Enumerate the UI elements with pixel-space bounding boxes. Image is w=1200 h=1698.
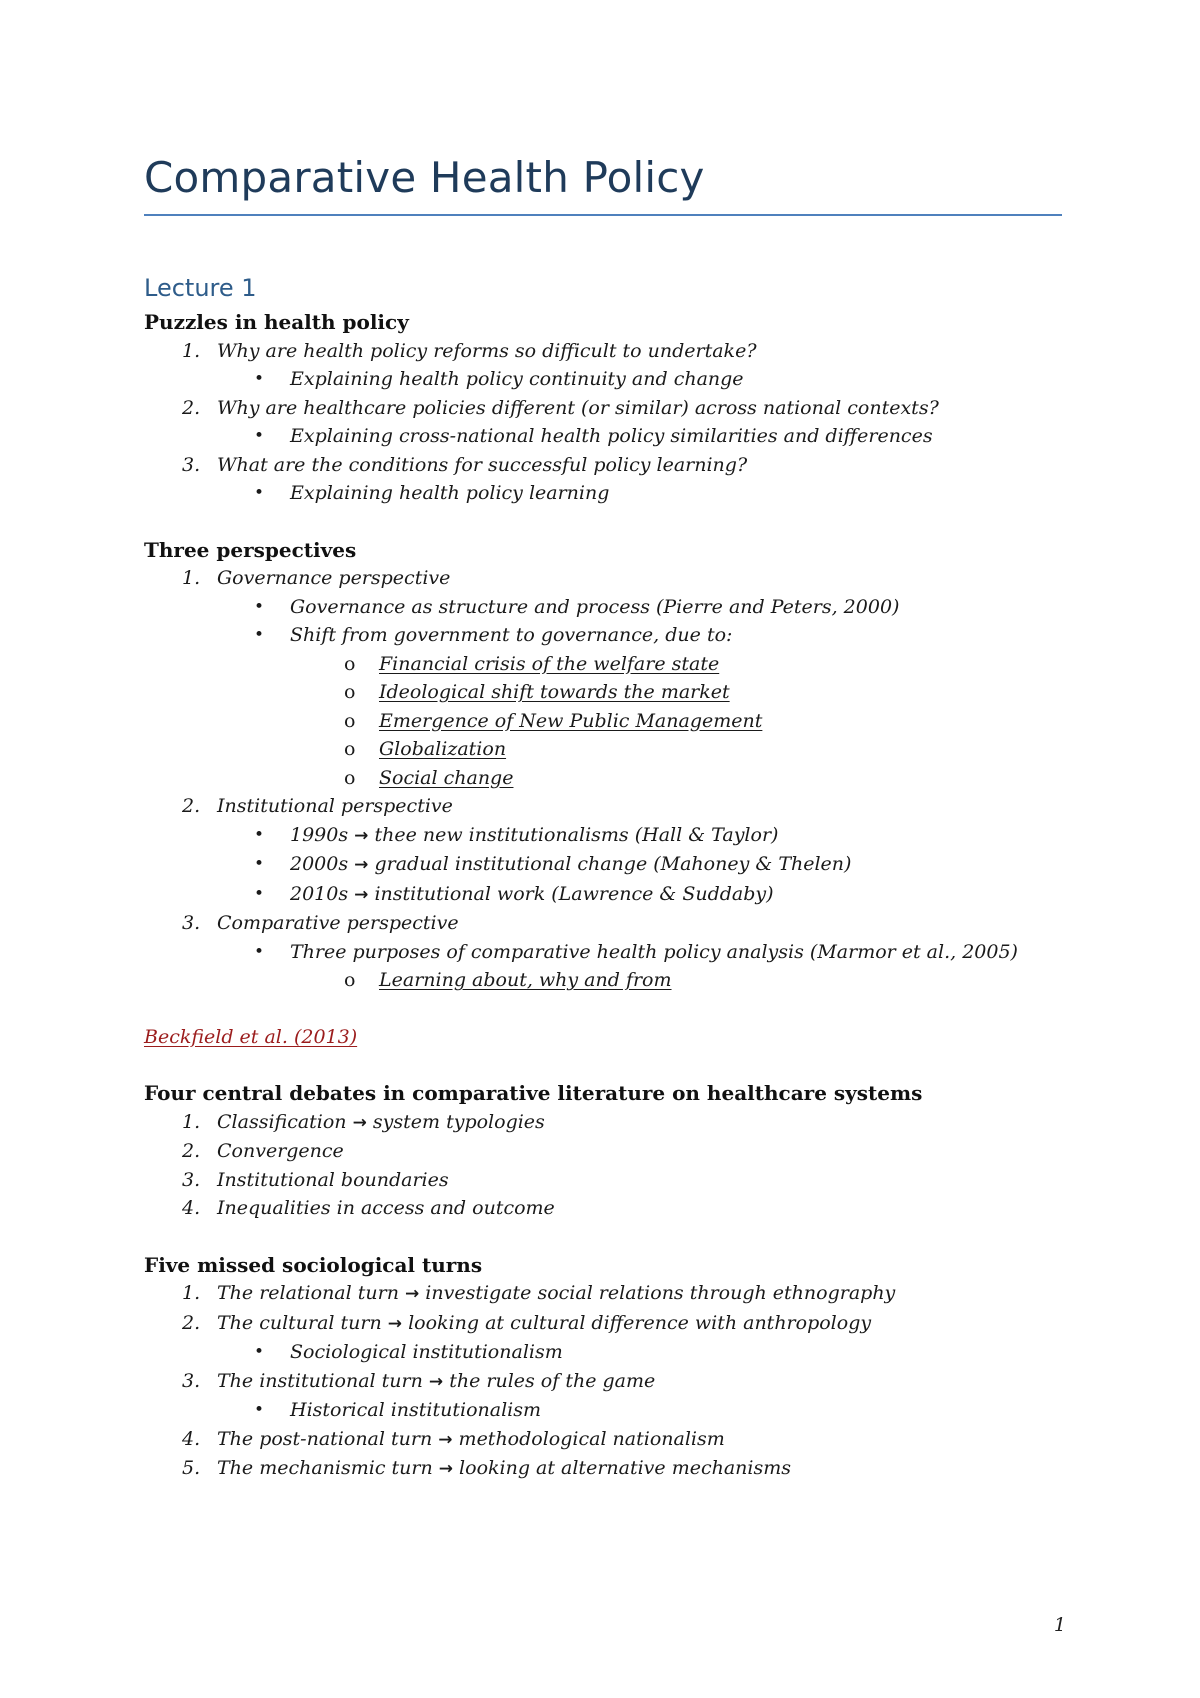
list-item — [144, 1309, 1084, 1339]
circle-bullet-icon: o — [344, 709, 356, 732]
list-item-text: Historical institutionalism — [290, 1399, 541, 1421]
circle-bullet-icon: o — [344, 969, 356, 991]
list-item — [144, 564, 1084, 593]
debates-heading: Four central debates in comparative literature on healthcare systems — [144, 1081, 923, 1105]
list-item — [144, 394, 1084, 423]
list-item — [144, 821, 1084, 851]
spacer — [144, 508, 1084, 536]
list-item-text: thee new institutionalisms (Hall & Taylor) — [374, 823, 779, 846]
list-item — [144, 1454, 1084, 1484]
list-item — [144, 909, 1084, 938]
list-item-text: The post-national turn — [217, 1427, 433, 1450]
bullet-icon: • — [254, 824, 265, 845]
list-number: 2. — [182, 396, 201, 419]
list-item — [144, 764, 1084, 793]
arrow-right-icon: → — [387, 1313, 403, 1334]
list-number: 3. — [182, 453, 201, 476]
bullet-icon: • — [254, 483, 265, 503]
list-number: 1. — [182, 1110, 201, 1133]
document-body — [144, 268, 1084, 1484]
list-item-text: Globalization — [379, 738, 507, 760]
list-item — [144, 966, 1084, 995]
list-item-text: Three purposes of comparative health policy analysis (Marmor et al., 2005) — [290, 940, 1018, 963]
arrow-right-icon: → — [354, 884, 369, 905]
list-item-text: Why are healthcare policies different (or similar) across national contexts? — [217, 396, 939, 419]
circle-bullet-icon: o — [344, 652, 356, 675]
list-item-text: Social change — [379, 766, 514, 789]
bullet-icon: • — [254, 596, 265, 617]
list-item-text: Inequalities in access and outcome — [217, 1197, 555, 1219]
list-item-text: The mechanismic turn — [217, 1457, 433, 1479]
list-item-text: system typologies — [372, 1110, 545, 1133]
list-item — [144, 479, 1084, 508]
list-item-text: 2000s — [290, 853, 349, 875]
list-item — [144, 1367, 1084, 1397]
list-number: 1. — [182, 1282, 201, 1304]
debates-list — [144, 1108, 1084, 1223]
list-item-text: investigate social relations through ethnography — [425, 1282, 896, 1304]
list-item-text: Sociological institutionalism — [290, 1341, 563, 1363]
bullet-icon: • — [254, 625, 265, 645]
bullet-icon: • — [254, 883, 265, 904]
list-item — [144, 365, 1084, 394]
list-item-text: The relational turn — [217, 1282, 399, 1304]
bullet-icon: • — [254, 426, 265, 446]
list-item-text: Comparative perspective — [217, 912, 459, 934]
list-item-text: 1990s — [290, 823, 349, 846]
list-item-text: The cultural turn — [217, 1311, 382, 1334]
list-number: 2. — [182, 1311, 201, 1334]
arrow-right-icon: → — [428, 1371, 444, 1392]
list-item — [144, 792, 1084, 821]
list-item-text: gradual institutional change (Mahoney & Thelen) — [374, 853, 852, 875]
arrow-right-icon: → — [405, 1284, 420, 1304]
arrow-right-icon: → — [438, 1429, 453, 1450]
list-item — [144, 621, 1084, 650]
list-item-text: Convergence — [217, 1140, 344, 1162]
turns-list — [144, 1279, 1084, 1484]
perspectives-list — [144, 564, 1084, 995]
arrow-right-icon: → — [354, 825, 369, 846]
list-number: 5. — [182, 1457, 201, 1479]
list-item-text: Governance perspective — [217, 567, 451, 589]
list-number: 3. — [182, 1369, 201, 1392]
list-item — [144, 593, 1084, 622]
list-item — [144, 938, 1084, 967]
lecture-heading: Lecture 1 — [144, 274, 257, 302]
list-item-text: Explaining cross-national health policy similarities and differences — [290, 425, 933, 447]
circle-bullet-icon: o — [344, 766, 356, 789]
list-item — [144, 850, 1084, 880]
arrow-right-icon: → — [438, 1459, 453, 1479]
list-item-text: Shift from government to governance, due to: — [290, 624, 733, 646]
list-item — [144, 337, 1084, 366]
spacer — [144, 1223, 1084, 1251]
list-item — [144, 422, 1084, 451]
list-item-text: 2010s — [290, 882, 349, 905]
arrow-right-icon: → — [352, 1112, 367, 1133]
title-underline-rule — [144, 214, 1062, 216]
list-item-text: Ideological shift towards the market — [379, 681, 730, 703]
list-item-text: Classification — [217, 1110, 347, 1133]
list-item — [144, 707, 1084, 736]
list-item — [144, 1425, 1084, 1455]
list-item — [144, 1108, 1084, 1138]
list-item — [144, 1396, 1084, 1425]
bullet-icon: • — [254, 941, 265, 962]
list-item — [144, 678, 1084, 707]
document-title: Comparative Health Policy — [144, 153, 705, 202]
list-number: 3. — [182, 912, 201, 934]
list-item-text: institutional work (Lawrence & Suddaby) — [374, 882, 774, 905]
list-item-text: looking at cultural difference with anthropology — [408, 1311, 872, 1334]
page-number: 1 — [1053, 1614, 1066, 1636]
list-number: 4. — [182, 1197, 201, 1219]
perspectives-heading: Three perspectives — [144, 537, 357, 562]
list-item-text: Learning about, why and from — [379, 969, 672, 991]
list-item-text: Institutional perspective — [217, 795, 453, 817]
list-item — [144, 1279, 1084, 1309]
list-number: 1. — [182, 339, 201, 362]
list-item-text: Emergence of New Public Management — [379, 709, 763, 732]
list-item-text: Why are health policy reforms so difficult to undertake? — [217, 339, 757, 362]
list-item-text: methodological nationalism — [458, 1427, 725, 1450]
bullet-icon: • — [254, 1342, 265, 1362]
list-item-text: Explaining health policy continuity and change — [290, 368, 744, 390]
bullet-icon: • — [254, 1400, 265, 1420]
list-item — [144, 451, 1084, 480]
list-number: 2. — [182, 795, 201, 817]
list-item — [144, 1137, 1084, 1166]
list-item — [144, 1166, 1084, 1195]
list-item-text: Explaining health policy learning — [290, 482, 610, 504]
turns-heading: Five missed sociological turns — [144, 1252, 483, 1277]
list-item — [144, 650, 1084, 679]
list-item-text: Financial crisis of the welfare state — [379, 652, 720, 675]
arrow-right-icon: → — [354, 855, 369, 875]
spacer — [144, 995, 1084, 1023]
list-number: 4. — [182, 1427, 201, 1450]
list-item — [144, 735, 1084, 764]
list-number: 2. — [182, 1140, 201, 1162]
list-number: 3. — [182, 1168, 201, 1191]
circle-bullet-icon: o — [344, 681, 356, 703]
list-item — [144, 1194, 1084, 1223]
spacer — [144, 1051, 1084, 1079]
list-item-text: What are the conditions for successful policy learning? — [217, 453, 748, 476]
bullet-icon: • — [254, 854, 265, 874]
list-number: 1. — [182, 567, 201, 589]
puzzles-heading: Puzzles in health policy — [144, 310, 409, 334]
bullet-icon: • — [254, 369, 265, 389]
list-item — [144, 880, 1084, 910]
list-item-text: looking at alternative mechanisms — [459, 1457, 791, 1479]
list-item-text: the rules of the game — [449, 1369, 656, 1392]
list-item-text: Institutional boundaries — [217, 1168, 449, 1191]
list-item-text: The institutional turn — [217, 1369, 423, 1392]
circle-bullet-icon: o — [344, 738, 356, 760]
reference-link[interactable]: Beckfield et al. (2013) — [144, 1025, 358, 1048]
list-item-text: Governance as structure and process (Pierre and Peters, 2000) — [290, 595, 900, 618]
puzzles-list — [144, 337, 1084, 508]
list-item — [144, 1338, 1084, 1367]
